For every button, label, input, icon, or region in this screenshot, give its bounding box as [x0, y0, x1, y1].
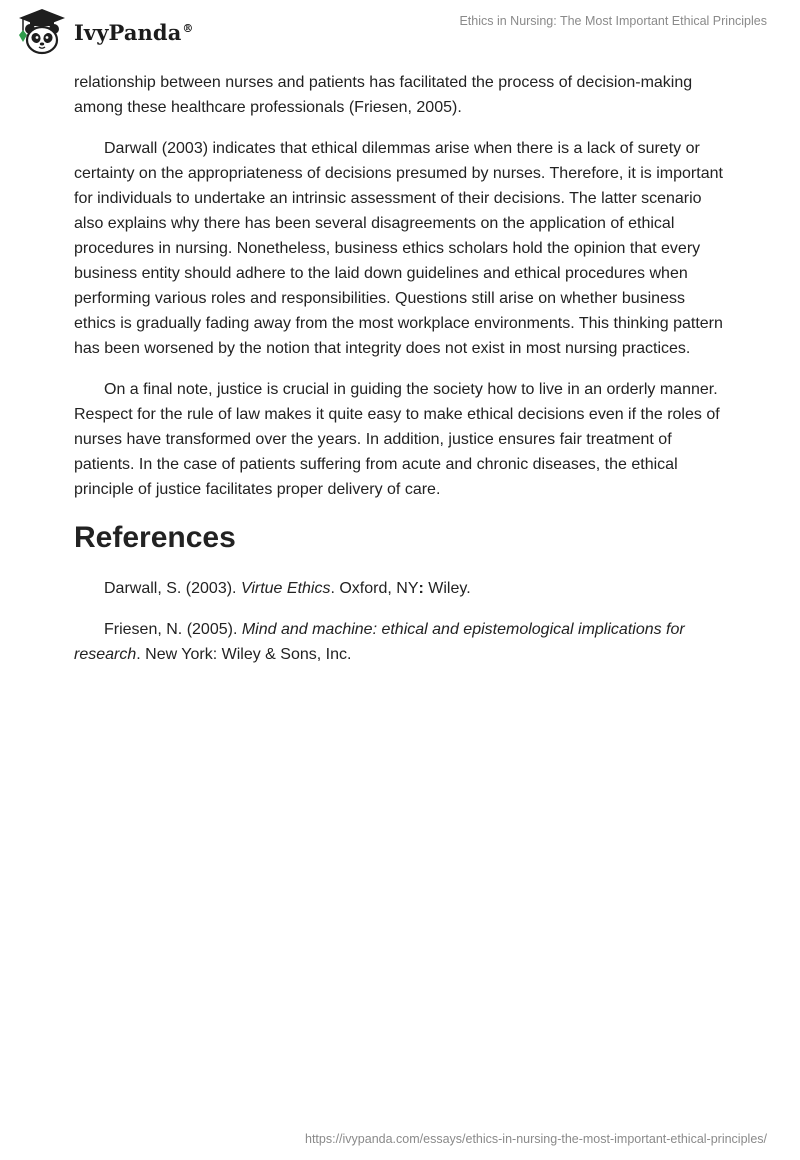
essay-body	[74, 70, 730, 683]
references-heading: References	[74, 521, 236, 554]
reference-author: Friesen, N. (2005).	[104, 621, 242, 638]
paragraph-continued: relationship between nurses and patients has facilitated the process of decision-making among these healthcare professionals (Friesen, 2005).	[74, 74, 693, 116]
reference-author: Darwall, S. (2003).	[104, 580, 241, 597]
document-title: Ethics in Nursing: The Most Important Ethical Principles	[459, 14, 767, 28]
reference-publisher: . Oxford, NY	[330, 580, 419, 597]
reference-item	[74, 576, 730, 601]
source-url-link[interactable]: https://ivypanda.com/essays/ethics-in-nursing-the-most-important-ethical-principles/	[305, 1132, 767, 1146]
paragraph: On a final note, justice is crucial in guiding the society how to live in an orderly manner. Respect for the rule of law makes it quite easy to make ethical decisions even if the roles of nurses have transformed over the years. In addition, justice ensures fair treatment of patients. In the case of patients suffering from acute and chronic diseases, the ethical principle of justice facilitates proper delivery of care.	[74, 381, 720, 498]
reference-colon: :	[418, 580, 424, 597]
reference-title: Mind and machine: ethical and epistemological implications for research	[74, 621, 685, 663]
reference-title: Virtue Ethics	[240, 580, 331, 597]
reference-publisher: . New York: Wiley & Sons, Inc.	[136, 646, 352, 663]
brand-name: IvyPanda®	[74, 19, 194, 45]
brand-logo[interactable]	[16, 8, 194, 56]
page-header	[0, 0, 800, 64]
panda-logo-icon	[16, 8, 68, 56]
registered-mark: ®	[182, 21, 194, 35]
paragraph: Darwall (2003) indicates that ethical dilemmas arise when there is a lack of surety or certainty on the appropriateness of decisions presumed by nurses. Therefore, it is important for individuals to undertake an intrinsic assessment of their decisions. The latter scenario also explains why there has been several disagreements on the application of ethical procedures in nursing. Nonetheless, business ethics scholars hold the opinion that every business entity should adhere to the laid down guidelines and ethical procedures when performing various roles and responsibilities. Questions still arise on whether business ethics is gradually fading away from the most workplace environments. This thinking pattern has been worsened by the notion that integrity does not exist in most nursing practices.	[74, 140, 723, 357]
reference-publisher-tail: Wiley.	[423, 580, 471, 597]
reference-item	[74, 617, 730, 667]
references-list	[74, 576, 730, 667]
